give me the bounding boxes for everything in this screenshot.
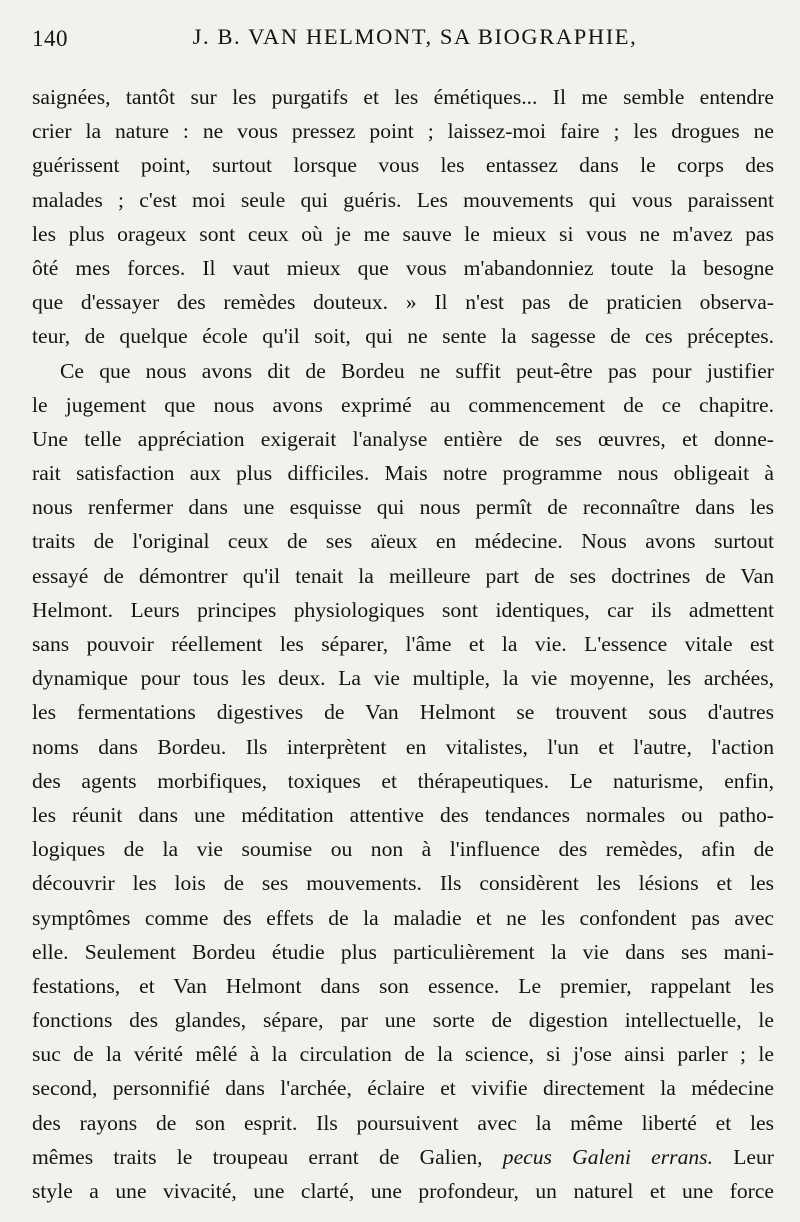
text-line: les réunit dans une méditation attentive des tendances normales ou patho- (32, 802, 774, 827)
text-line: guérissent point, surtout lorsque vous les entassez dans le corps des (32, 153, 774, 178)
text-line: teur, de quelque école qu'il soit, qui ne sente la sagesse de ces préceptes. (32, 324, 774, 349)
text-line: le jugement que nous avons exprimé au commencement de ce chapitre. (32, 392, 774, 417)
text-line: dynamique pour tous les deux. La vie multiple, la vie moyenne, les archées, (32, 666, 774, 691)
text-line: des rayons de son esprit. Ils poursuivent avec la même liberté et les (32, 1110, 774, 1135)
latin-phrase: pecus Galeni errans. (502, 1144, 713, 1169)
text-line: découvrir les lois de ses mouvements. Ils considèrent les lésions et les (32, 871, 774, 896)
text-line: sans pouvoir réellement les séparer, l'âme et la vie. L'essence vitale est (32, 632, 774, 656)
text-line: les fermentations digestives de Van Helmont se trouvent sous d'autres (32, 700, 774, 725)
text-line: elle. Seulement Bordeu étudie plus particulièrement la vie dans ses mani- (32, 939, 774, 964)
running-title: J. B. VAN HELMONT, SA BIOGRAPHIE, (192, 24, 638, 49)
text-line: des agents morbifiques, toxiques et thérapeutiques. Le naturisme, enfin, (32, 768, 774, 793)
text-line: Ce que nous avons dit de Bordeu ne suffit peut-être pas pour justifier (60, 358, 774, 383)
text-line: second, personnifié dans l'archée, éclaire et vivifie directement la médecine (32, 1076, 774, 1101)
text-line-with-latin (32, 1140, 774, 1174)
text-line: festations, et Van Helmont dans son essence. Le premier, rappelant les (32, 973, 774, 998)
text-line: saignées, tantôt sur les purgatifs et les émétiques... Il me semble entendre (32, 85, 774, 109)
text-line: essayé de démontrer qu'il tenait la meilleure part de ses doctrines de Van (32, 563, 774, 588)
text-line: crier la nature : ne vous pressez point ; laissez-moi faire ; les drogues ne (32, 119, 774, 144)
text-line: logiques de la vie soumise ou non à l'influence des remèdes, afin de (32, 837, 774, 862)
text-line-tail: Leur (712, 1144, 774, 1169)
running-header (32, 0, 774, 86)
text-line: fonctions des glandes, sépare, par une sorte de digestion intellectuelle, le (32, 1008, 774, 1033)
text-line: suc de la vérité mêlé à la circulation de la science, si j'ose ainsi parler ; le (32, 1042, 774, 1067)
body-text (32, 80, 774, 1208)
text-line: ôté mes forces. Il vaut mieux que vous m'abandonniez toute la besogne (32, 255, 774, 280)
text-line-lead: mêmes traits le troupeau errant de Galien, (32, 1144, 483, 1169)
page-number: 140 (32, 26, 68, 51)
text-line: les plus orageux sont ceux où je me sauve le mieux si vous ne m'avez pas (32, 221, 774, 246)
text-line: malades ; c'est moi seule qui guéris. Les mouvements qui vous paraissent (32, 187, 774, 212)
text-line: style a une vivacité, une clarté, une profondeur, un naturel et une force (32, 1179, 774, 1203)
text-line: rait satisfaction aux plus difficiles. Mais notre programme nous obligeait à (32, 461, 774, 486)
text-line: que d'essayer des remèdes douteux. » Il n'est pas de praticien observa- (32, 290, 774, 315)
text-line: nous renfermer dans une esquisse qui nous permît de reconnaître dans les (32, 495, 774, 520)
text-line: Une telle appréciation exigerait l'analyse entière de ses œuvres, et donne- (32, 426, 774, 451)
text-line: traits de l'original ceux de ses aïeux en médecine. Nous avons surtout (32, 529, 774, 554)
text-line: symptômes comme des effets de la maladie et ne les confondent pas avec (32, 905, 774, 930)
text-line: Helmont. Leurs principes physiologiques sont identiques, car ils admettent (32, 597, 774, 622)
text-line: noms dans Bordeu. Ils interprètent en vitalistes, l'un et l'autre, l'action (32, 734, 774, 759)
